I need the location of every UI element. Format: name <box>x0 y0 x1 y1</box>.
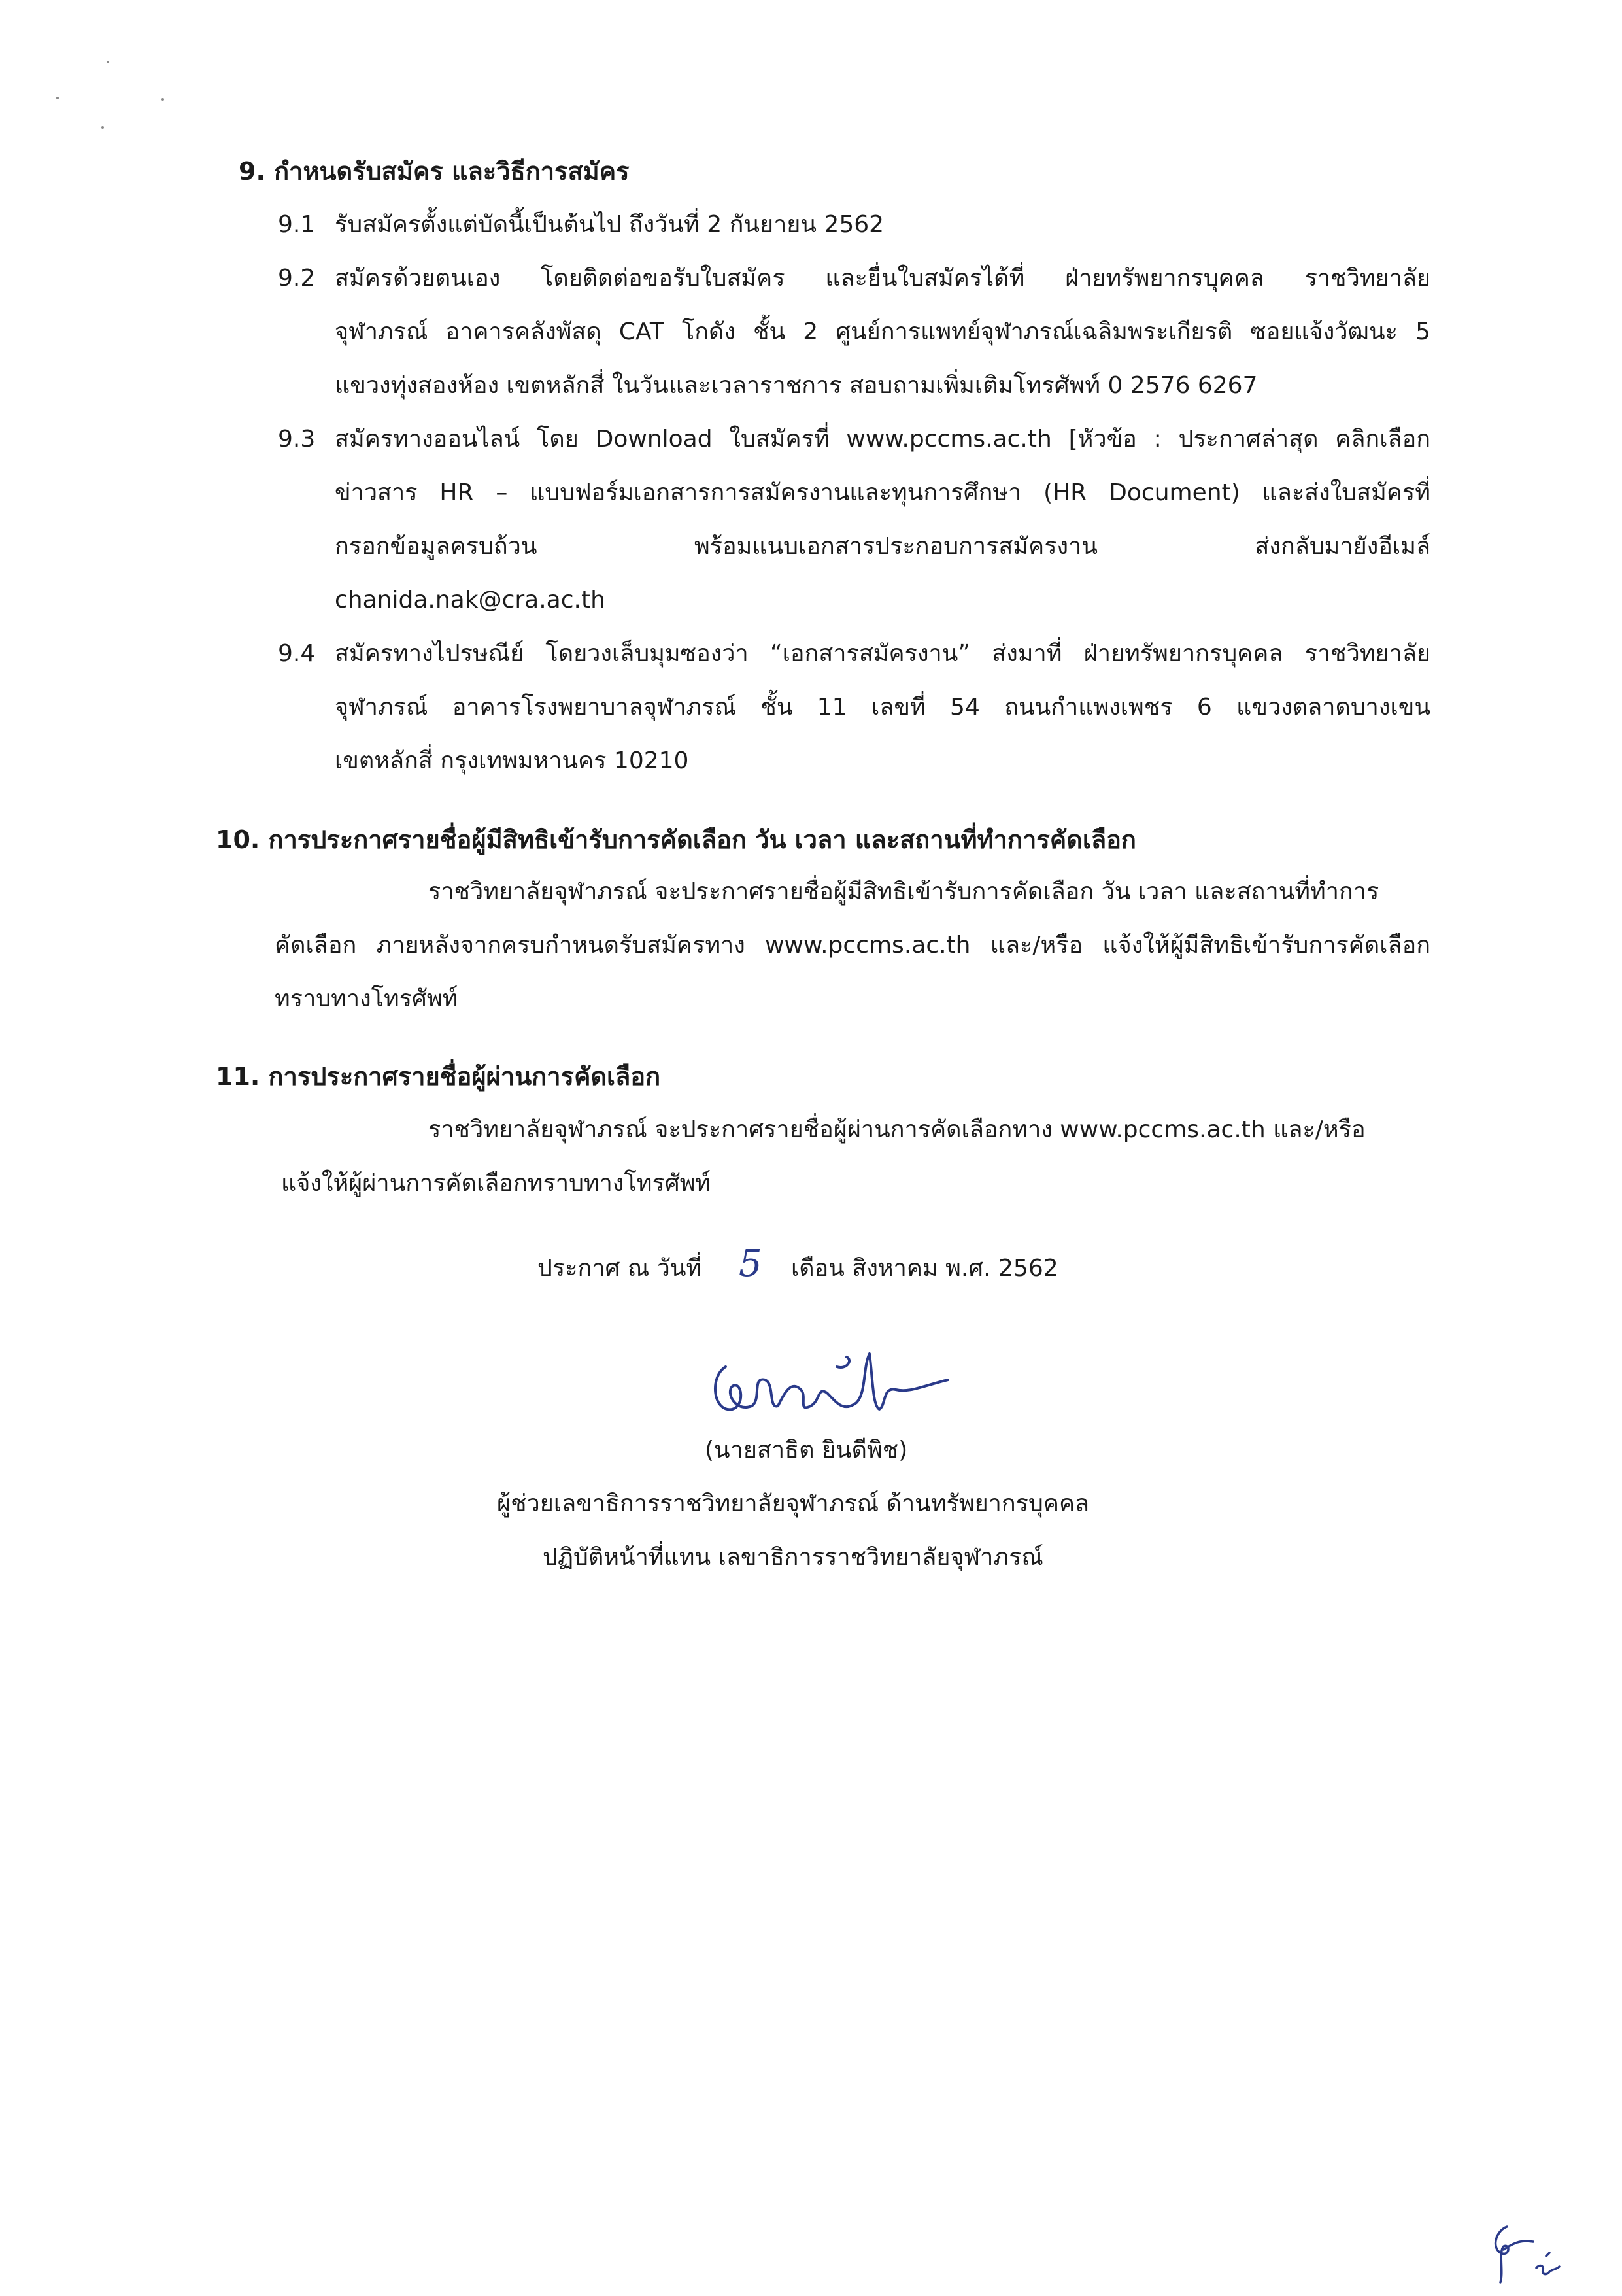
signatory-title-2: ปฏิบัติหน้าที่แทน เลขาธิการราชวิทยาลัยจุฬาภรณ์ <box>543 1544 1043 1571</box>
item-9-3-number: 9.3 <box>278 426 316 453</box>
section-10-heading: 10. การประกาศรายชื่อผู้มีสิทธิเข้ารับการคัดเลือก วัน เวลา และสถานที่ทำการคัดเลือก <box>216 825 1136 854</box>
scan-speck <box>56 97 59 99</box>
item-9-3-line-3: กรอกข้อมูลครบถ้วน พร้อมแนบเอกสารประกอบการสมัครงาน ส่งกลับมายังอีเมล์ <box>335 533 1430 560</box>
signatory-title-1: ผู้ช่วยเลขาธิการราชวิทยาลัยจุฬาภรณ์ ด้านทรัพยากรบุคคล <box>497 1490 1090 1517</box>
scan-speck <box>107 61 109 63</box>
signatory-name: (นายสาธิต ยินดีพิช) <box>705 1437 908 1464</box>
section-10-line-1: ราชวิทยาลัยจุฬาภรณ์ จะประกาศรายชื่อผู้มีสิทธิเข้ารับการคัดเลือก วัน เวลา และสถานที่ทำการ <box>428 878 1379 905</box>
item-9-4-number: 9.4 <box>278 640 316 667</box>
email-address: chanida.nak@cra.ac.th <box>335 587 605 613</box>
item-9-4-line-1: สมัครทางไปรษณีย์ โดยวงเล็บมุมซองว่า “เอกสารสมัครงาน” ส่งมาที่ ฝ่ายทรัพยากรบุคคล ราชวิทยาลัย <box>335 640 1431 667</box>
item-9-1-number: 9.1 <box>278 211 316 238</box>
item-9-4-line-3: เขตหลักสี่ กรุงเทพมหานคร 10210 <box>335 747 689 774</box>
announcement-prefix: ประกาศ ณ วันที่ <box>537 1255 702 1282</box>
signature-mark <box>706 1341 955 1439</box>
section-11-line-2: แจ้งให้ผู้ผ่านการคัดเลือกทราบทางโทรศัพท์ <box>281 1170 711 1197</box>
scan-speck <box>161 98 164 101</box>
scan-speck <box>101 126 104 129</box>
handwritten-day: 5 <box>739 1242 762 1285</box>
item-9-4-line-2: จุฬาภรณ์ อาคารโรงพยาบาลจุฬาภรณ์ ชั้น 11 เลขที่ 54 ถนนกำแพงเพชร 6 แขวงตลาดบางเขน <box>335 694 1430 721</box>
item-9-3-line-2: ข่าวสาร HR – แบบฟอร์มเอกสารการสมัครงานและทุนการศึกษา (HR Document) และส่งใบสมัครที่ <box>335 479 1430 506</box>
item-9-1-line-1: รับสมัครตั้งแต่บัดนี้เป็นต้นไป ถึงวันที่ 2 กันยายน 2562 <box>335 211 885 238</box>
item-9-2-line-3: แขวงทุ่งสองห้อง เขตหลักสี่ ในวันและเวลาราชการ สอบถามเพิ่มเติมโทรศัพท์ 0 2576 6267 <box>335 372 1258 399</box>
initials-mark <box>1484 2217 1569 2289</box>
section-10-line-2: คัดเลือก ภายหลังจากครบกำหนดรับสมัครทาง www.pccms.ac.th และ/หรือ แจ้งให้ผู้มีสิทธิเข้ารับการคัดเลือก <box>275 932 1430 959</box>
section-11-line-1: ราชวิทยาลัยจุฬาภรณ์ จะประกาศรายชื่อผู้ผ่านการคัดเลือกทาง www.pccms.ac.th และ/หรือ <box>428 1116 1366 1143</box>
item-9-2-line-1: สมัครด้วยตนเอง โดยติดต่อขอรับใบสมัคร และยื่นใบสมัครได้ที่ ฝ่ายทรัพยากรบุคคล ราชวิทยาลัย <box>335 265 1430 292</box>
section-10-line-3: ทราบทางโทรศัพท์ <box>275 985 458 1012</box>
section-9-heading: 9. กำหนดรับสมัคร และวิธีการสมัคร <box>239 157 630 186</box>
section-11-heading: 11. การประกาศรายชื่อผู้ผ่านการคัดเลือก <box>216 1062 661 1091</box>
item-9-2-number: 9.2 <box>278 265 316 292</box>
item-9-3-line-1: สมัครทางออนไลน์ โดย Download ใบสมัครที่ www.pccms.ac.th [หัวข้อ : ประกาศล่าสุด คลิกเลือก <box>335 426 1430 453</box>
announcement-month-year: เดือน สิงหาคม พ.ศ. 2562 <box>791 1255 1058 1282</box>
item-9-2-line-2: จุฬาภรณ์ อาคารคลังพัสดุ CAT โกดัง ชั้น 2 ศูนย์การแพทย์จุฬาภรณ์เฉลิมพระเกียรติ ซอยแจ้งวัฒนะ 5 <box>335 318 1430 345</box>
